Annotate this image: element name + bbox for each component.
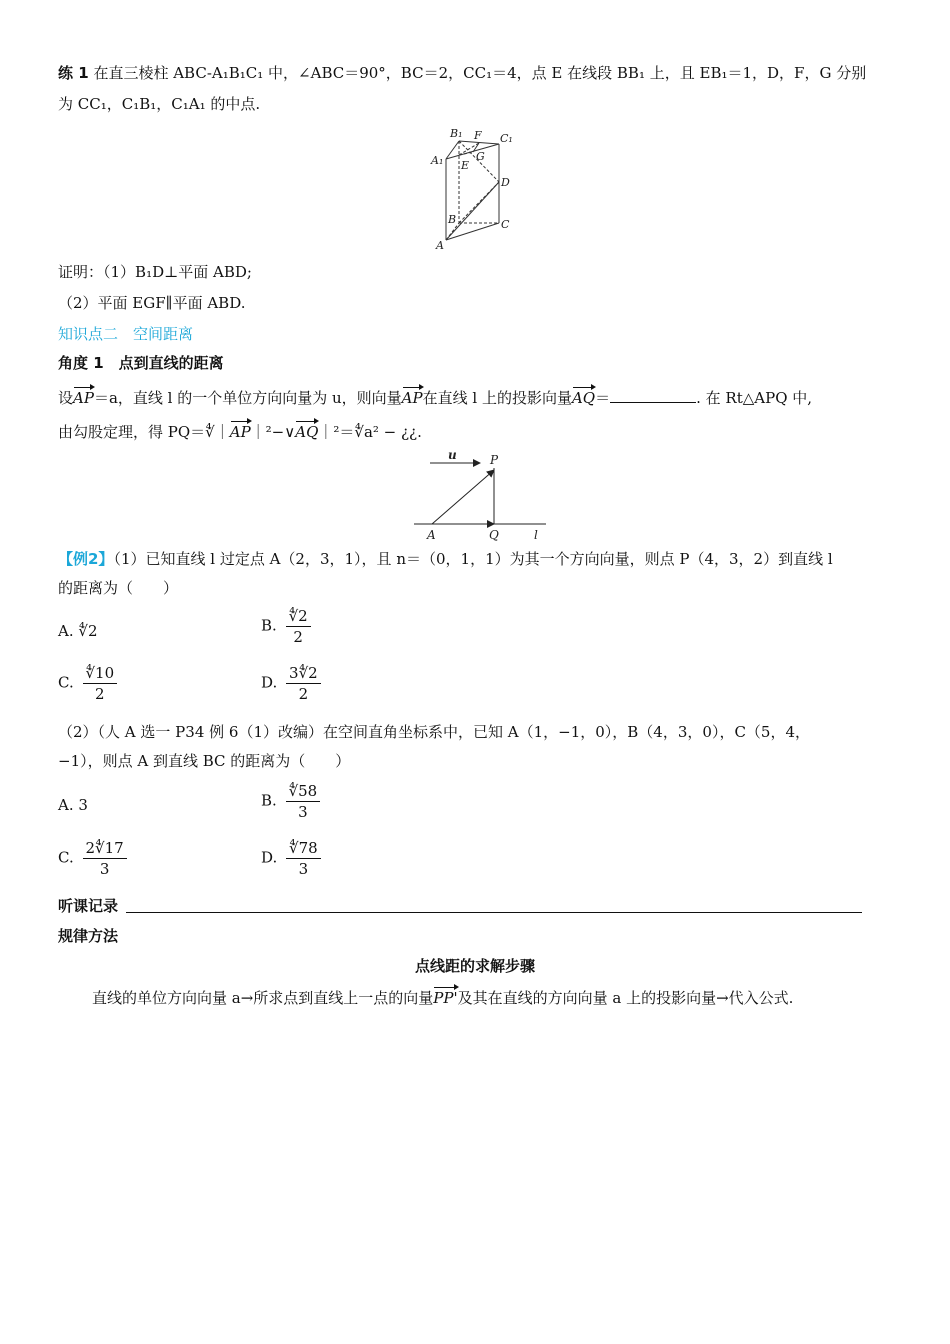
formula-p2a: 由勾股定理，得 PQ＝	[58, 423, 206, 441]
label-q: Q	[489, 528, 499, 542]
q1-option-c-den: 2	[95, 685, 105, 703]
proof-line1: 证明：（1）B₁D⊥平面 ABD;	[58, 263, 252, 281]
q2-option-c-frac	[83, 838, 127, 879]
formula-p2c: ｜²−∨	[250, 423, 296, 441]
formula-p2b: ∜｜	[205, 423, 230, 441]
example2-q1-line2: 的距离为（ ）	[58, 579, 179, 597]
q1-option-b-label: B.	[261, 616, 277, 635]
q2-option-b-frac	[286, 781, 321, 822]
q1-option-d-num: 3∜2	[286, 663, 321, 684]
vector-pp: PP'	[433, 984, 457, 1008]
method-title: 点线距的求解步骤	[414, 957, 535, 975]
example2-line1	[58, 549, 833, 569]
q1-option-c-label: C.	[58, 673, 74, 692]
q1-option-a-label: A.	[58, 622, 74, 640]
angle-title: 角度 1 点到直线的距离	[58, 354, 224, 372]
vector-ap-3: AP	[230, 418, 251, 442]
label-e: E	[461, 159, 470, 172]
q2-option-b-label: B.	[261, 791, 277, 810]
example2-tag: 【例2】	[58, 550, 114, 568]
prism-figure	[428, 124, 518, 252]
q1-option-b[interactable]	[261, 606, 311, 647]
q2-option-b-den: 3	[298, 803, 308, 821]
q2-option-d-frac	[286, 838, 321, 879]
label-b1: B₁	[450, 127, 463, 140]
q2-option-a-label: A.	[58, 796, 74, 814]
notes-writing-line	[126, 912, 862, 913]
example2-q2-line2: −1），则点 A 到直线 BC 的距离为（ ）	[58, 752, 351, 770]
formula-p1e: . 在 Rt△APQ 中,	[696, 389, 813, 407]
answer-blank	[610, 388, 696, 403]
q2-option-d-label: D.	[261, 848, 278, 867]
projection-figure	[410, 448, 550, 544]
formula-p1c: 在直线 l 上的投影向量	[422, 389, 572, 407]
label-d: D	[501, 176, 510, 189]
exercise1-line2: 为 CC₁，C₁B₁，C₁A₁ 的中点.	[58, 95, 261, 113]
label-p: P	[490, 453, 499, 467]
notes-label: 听课记录	[58, 897, 119, 915]
q2-option-c-label: C.	[58, 848, 74, 867]
section-title: 知识点二 空间距离	[58, 325, 194, 343]
label-b: B	[448, 213, 457, 226]
edge-a1c1	[446, 144, 499, 159]
formula-line1	[58, 384, 812, 408]
q2-option-a-expr: 3	[78, 796, 88, 814]
label-a1: A₁	[431, 154, 444, 167]
q2-option-c-den: 3	[99, 860, 110, 878]
q2-option-b[interactable]	[261, 781, 320, 822]
q1-option-a-expr: ∜2	[78, 622, 98, 640]
q1-option-d[interactable]	[261, 663, 321, 704]
q1-option-c[interactable]	[58, 663, 117, 704]
ap-arrow	[432, 470, 494, 524]
q2-option-d[interactable]	[261, 838, 321, 879]
method-text-a: 直线的单位方向向量 a→所求点到直线上一点的向量	[92, 989, 434, 1007]
label-g: G	[476, 150, 485, 163]
exercise1-text1: 在直三棱柱 ABC-A₁B₁C₁ 中，∠ABC＝90°，BC＝2，CC₁＝4，点 E 在线段 BB₁ 上，且 EB₁＝1，D，F，G 分别	[93, 64, 867, 82]
q2-option-d-num: ∜78	[286, 838, 321, 859]
q2-option-b-num: ∜58	[286, 781, 321, 802]
q2-option-d-den: 3	[298, 860, 309, 878]
formula-p1b: ＝a，直线 l 的一个单位方向向量为 u，则向量	[93, 389, 402, 407]
exercise1-label: 练 1	[58, 64, 89, 82]
formula-p1d: ＝	[595, 389, 611, 407]
vector-ap: AP	[73, 384, 94, 408]
formula-p1a: 设	[58, 389, 74, 407]
label-a: A	[436, 239, 444, 252]
q1-option-c-frac	[83, 663, 118, 704]
q1-option-d-den: 2	[298, 685, 309, 703]
proof-line2: （2）平面 EGF∥平面 ABD.	[58, 294, 246, 312]
q1-option-d-frac	[286, 663, 321, 704]
q1-option-b-frac	[286, 606, 311, 647]
q2-option-a[interactable]	[58, 795, 88, 815]
label-a-proj: A	[427, 528, 436, 542]
q2-option-c-num: 2∜17	[83, 838, 127, 859]
method-text	[92, 984, 793, 1008]
label-l: l	[534, 528, 538, 542]
formula-p2d: ｜²＝∜a² − ¿¿.	[318, 423, 422, 441]
q1-option-b-num: ∜2	[286, 606, 311, 627]
formula-line2	[58, 418, 422, 442]
example2-q2-line1: （2）（人 A 选一 P34 例 6（1）改编）在空间直角坐标系中，已知 A（1，−1，0），B（4，3，0），C（5，4，	[58, 723, 811, 741]
q2-option-c[interactable]	[58, 838, 127, 879]
vector-ap-2: AP	[402, 384, 423, 408]
q1-option-c-num: ∜10	[83, 663, 118, 684]
vector-aq: AQ	[572, 384, 595, 408]
label-c1: C₁	[500, 132, 513, 145]
label-u: u	[448, 448, 457, 462]
q1-option-b-den: 2	[293, 628, 303, 646]
example2-q1-text1: （1）已知直线 l 过定点 A（2，3，1），且 n＝（0，1，1）为其一个方向向量，则点 P（4，3，2）到直线 l	[113, 550, 833, 568]
vector-aq-2: AQ	[295, 418, 318, 442]
label-f: F	[474, 129, 482, 142]
q1-option-d-label: D.	[261, 673, 278, 692]
q1-option-a[interactable]	[58, 621, 98, 641]
exercise1-line1	[58, 63, 866, 83]
label-c: C	[501, 218, 510, 231]
method-label: 规律方法	[58, 927, 119, 945]
method-text-b: 及其在直线的方向向量 a 上的投影向量→代入公式.	[457, 989, 794, 1007]
